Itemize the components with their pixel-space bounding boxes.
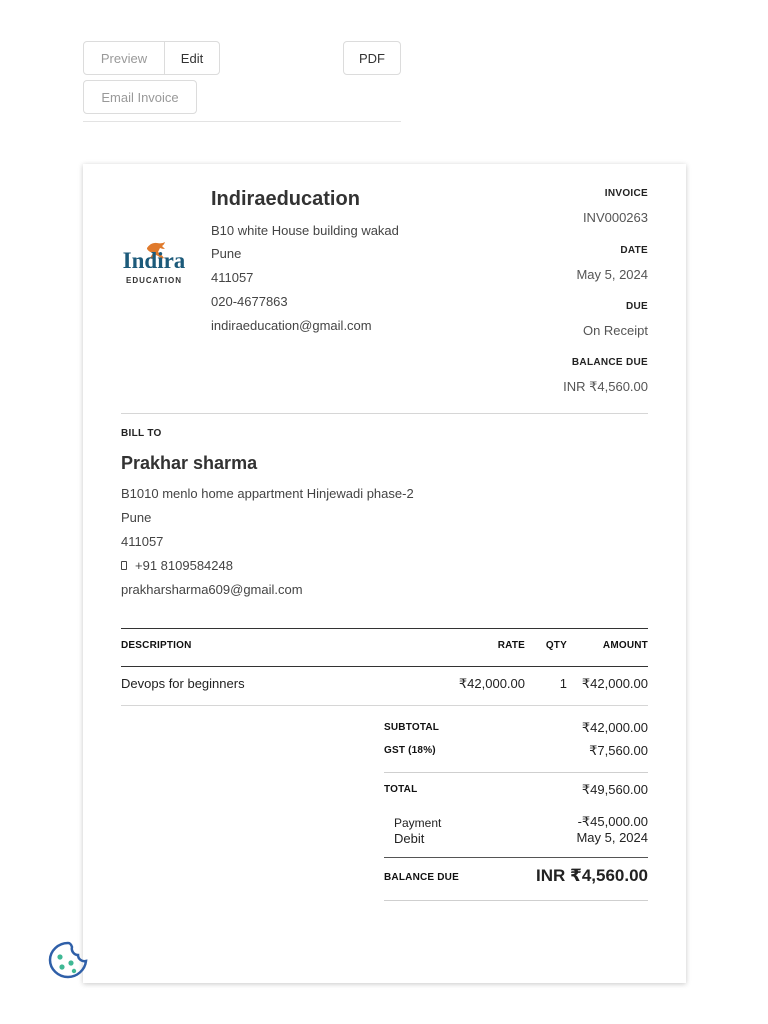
edit-button[interactable]: Edit	[164, 41, 220, 75]
summary-balance-label: BALANCE DUE	[384, 872, 459, 883]
total-label: TOTAL	[384, 784, 418, 795]
balance-bottom-rule	[384, 900, 648, 901]
cookie-settings-button[interactable]	[47, 940, 89, 980]
phone-icon	[121, 561, 127, 570]
company-phone: 020-4677863	[211, 294, 288, 309]
item-amount: ₹42,000.00	[581, 676, 648, 691]
toolbar-divider	[83, 121, 401, 122]
company-address: B10 white House building wakad	[211, 223, 399, 238]
col-header-rate: RATE	[497, 640, 525, 651]
total-divider	[384, 772, 648, 773]
invoice-date: May 5, 2024	[576, 267, 648, 282]
cookie-icon	[47, 940, 89, 980]
bill-to-label: BILL TO	[121, 428, 162, 439]
client-email: prakharsharma609@gmail.com	[121, 582, 303, 597]
item-qty: 1	[559, 676, 567, 691]
col-header-amount: AMOUNT	[602, 640, 648, 651]
client-phone-row	[121, 558, 233, 573]
balance-due-label: BALANCE DUE	[571, 357, 648, 368]
client-name: Prakhar sharma	[121, 453, 258, 473]
col-header-qty: QTY	[545, 640, 567, 651]
payment-amount: -₹45,000.00	[577, 814, 648, 829]
gst-value: ₹7,560.00	[589, 743, 648, 758]
client-phone: +91 8109584248	[135, 558, 233, 573]
date-label: DATE	[620, 245, 648, 256]
email-invoice-button[interactable]: Email Invoice	[83, 80, 197, 114]
company-name: Indiraeducation	[211, 188, 360, 210]
subtotal-label: SUBTOTAL	[384, 722, 440, 733]
invoice-number: INV000263	[582, 210, 648, 225]
due-label: DUE	[625, 301, 648, 312]
invoice-document	[83, 164, 686, 983]
invoice-number-label: INVOICE	[604, 188, 648, 199]
pdf-button[interactable]: PDF	[343, 41, 401, 75]
company-logo	[121, 238, 187, 286]
logo-wordmark	[121, 248, 187, 274]
company-postal: 411057	[211, 270, 254, 285]
payment-date: May 5, 2024	[576, 830, 648, 845]
table-top-rule	[121, 628, 648, 629]
client-address: B1010 menlo home appartment Hinjewadi phase-2	[121, 486, 414, 501]
payment-label: Payment	[394, 816, 442, 830]
payment-method: Debit	[394, 831, 425, 846]
client-city: Pune	[121, 510, 152, 525]
preview-button[interactable]: Preview	[83, 41, 165, 75]
balance-due-amount: INR ₹4,560.00	[563, 379, 648, 394]
gst-label: GST (18%)	[384, 745, 436, 756]
table-bottom-rule	[121, 705, 648, 706]
item-rate: ₹42,000.00	[458, 676, 525, 691]
header-divider	[121, 413, 648, 414]
total-value: ₹49,560.00	[581, 782, 648, 797]
summary-balance-value: INR ₹4,560.00	[535, 866, 648, 885]
table-header-rule	[121, 666, 648, 667]
company-city: Pune	[211, 246, 242, 261]
balance-divider	[384, 857, 648, 858]
due-terms: On Receipt	[582, 323, 648, 338]
item-description: Devops for beginners	[121, 676, 245, 691]
col-header-description: DESCRIPTION	[121, 640, 192, 651]
logo-subtext: EDUCATION	[126, 276, 182, 285]
company-email: indiraeducation@gmail.com	[211, 318, 372, 333]
logo-text: Indira	[122, 248, 186, 273]
subtotal-value: ₹42,000.00	[581, 720, 648, 735]
client-postal: 411057	[121, 534, 164, 549]
